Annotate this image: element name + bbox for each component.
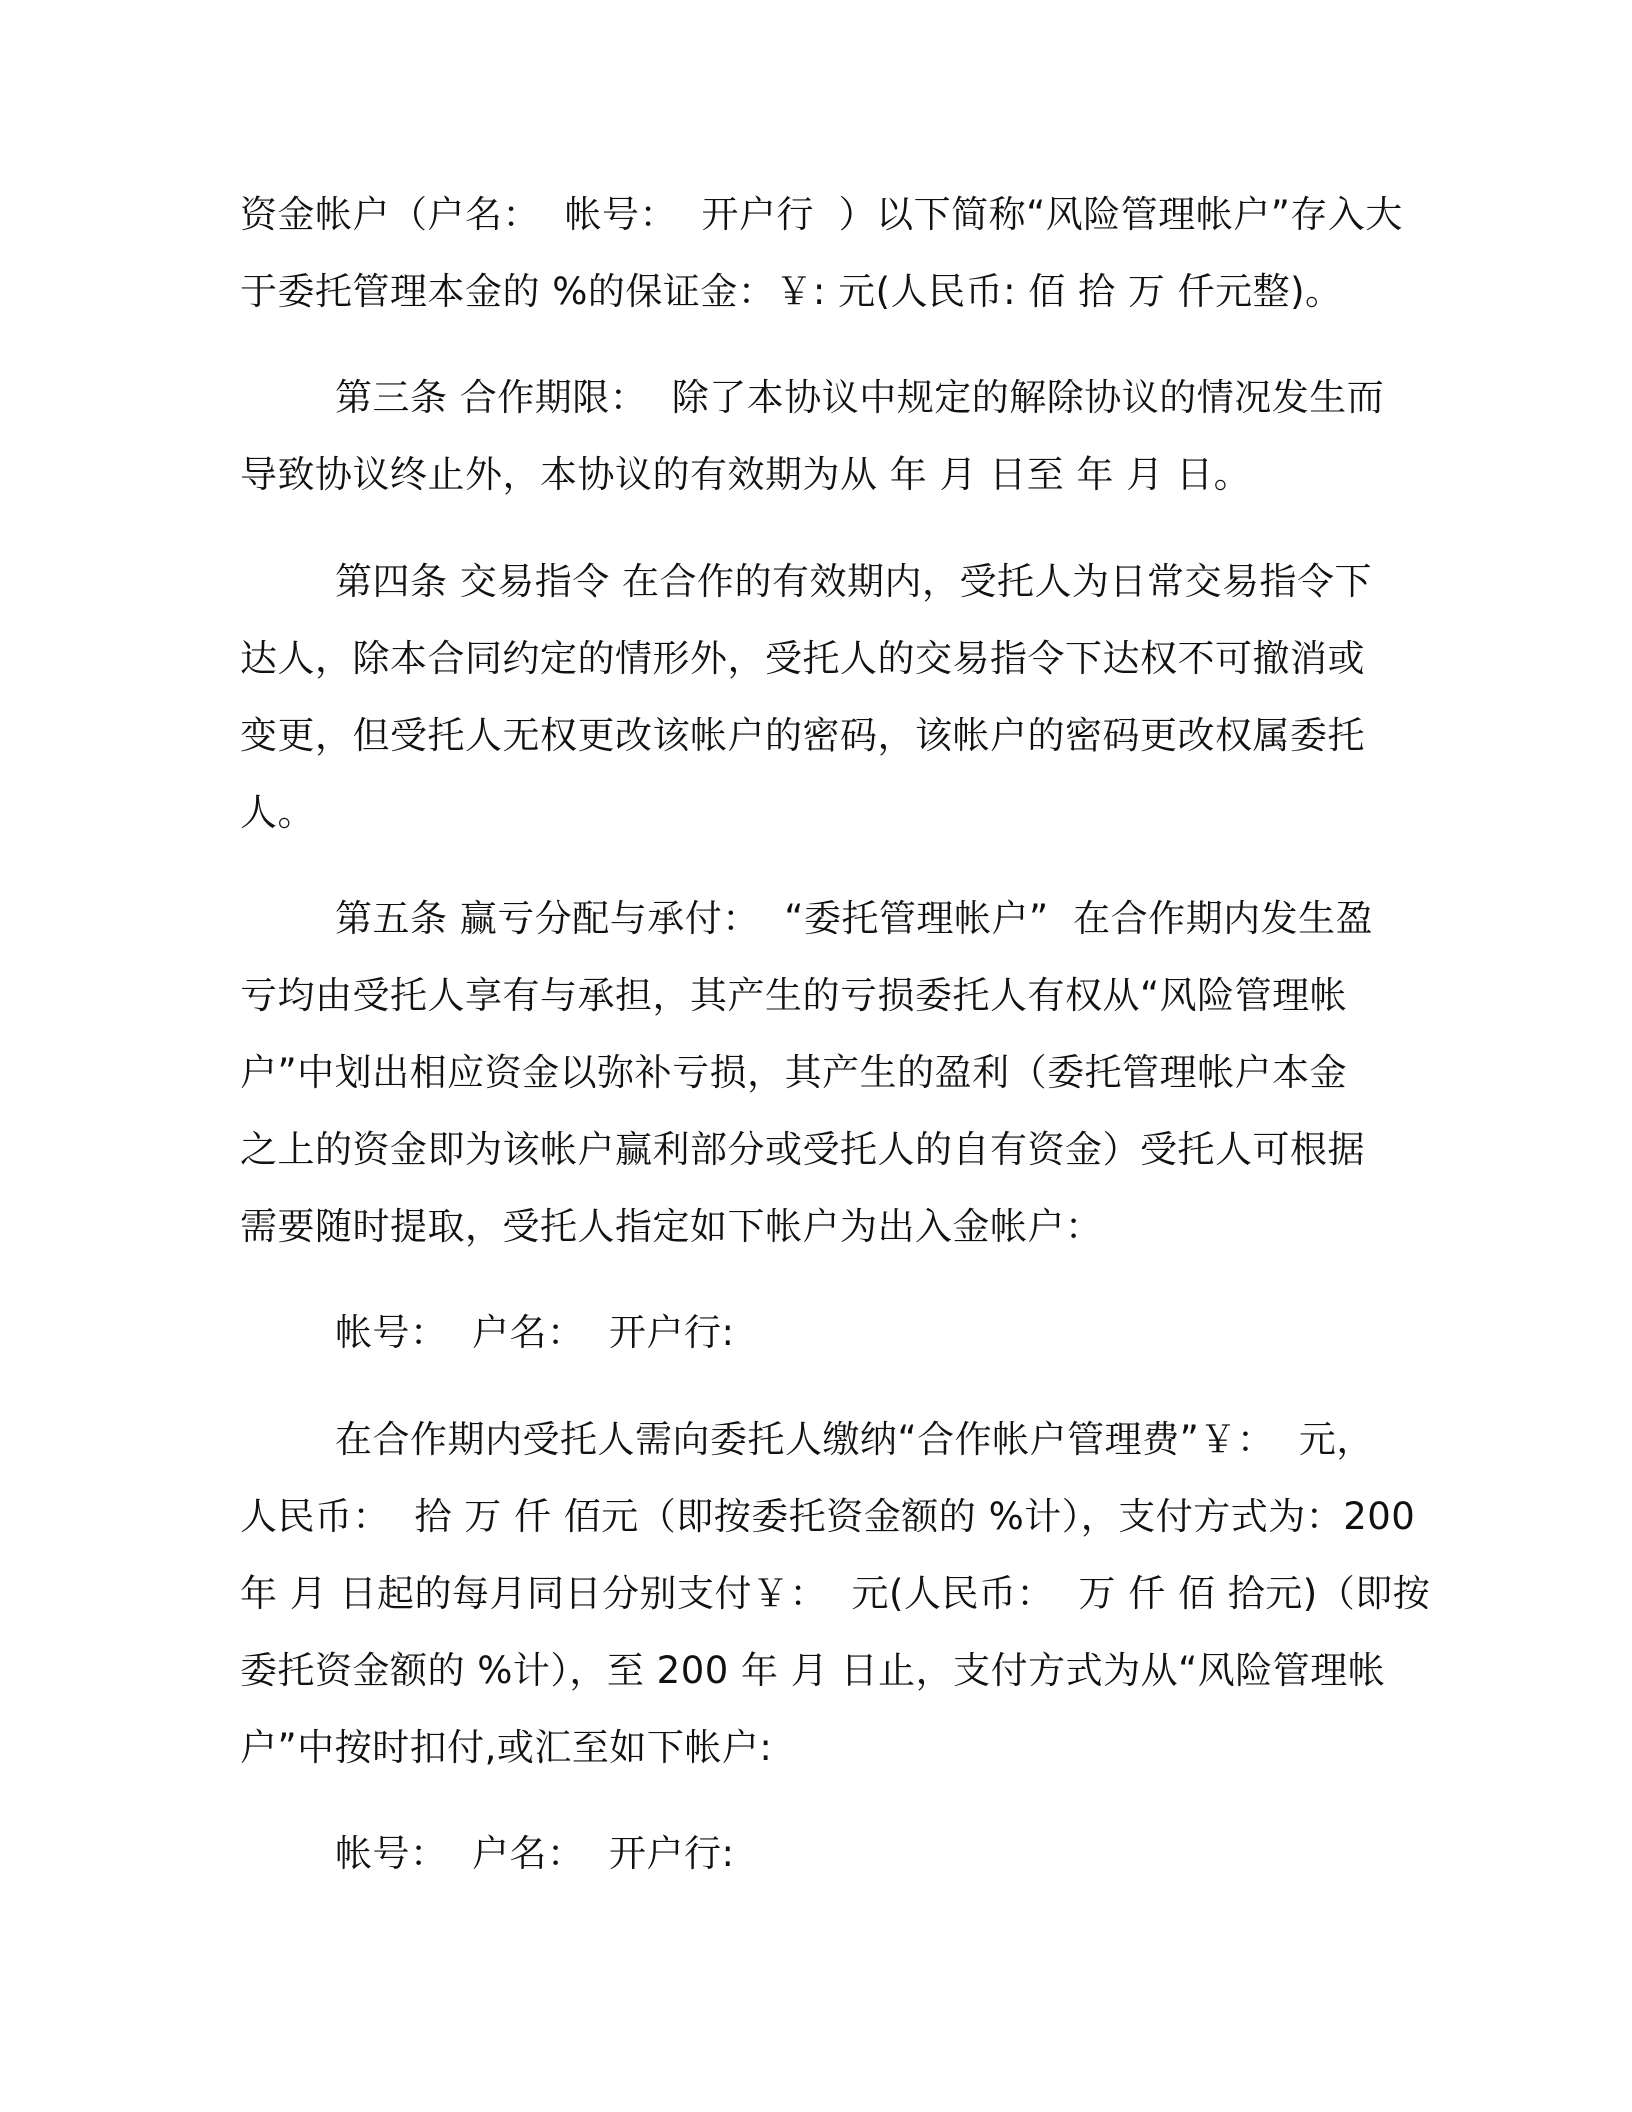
article-4-line-1: 第四条 交易指令 在合作的有效期内，受托人为日常交易指令下: [335, 560, 1373, 603]
article-5-line-5: 需要随时提取，受托人指定如下帐户为出入金帐户：: [240, 1205, 1103, 1248]
article-3-line-1: 第三条 合作期限： 除了本协议中规定的解除协议的情况发生而: [335, 376, 1385, 419]
management-fee-line-5: 户”中按时扣付,或汇至如下帐户:: [240, 1726, 773, 1769]
article-4-line-4: 人。: [240, 791, 315, 834]
article-3-line-2: 导致协议终止外，本协议的有效期为从 年 月 日至 年 月 日。: [240, 453, 1252, 496]
article-5-line-2: 亏均由受托人享有与承担，其产生的亏损委托人有权从“风险管理帐: [240, 974, 1348, 1017]
management-fee-line-1: 在合作期内受托人需向委托人缴纳“合作帐户管理费”￥： 元，: [335, 1418, 1374, 1461]
account-info-line-1: 帐号： 户名： 开户行:: [335, 1311, 735, 1354]
account-info-line-2: 帐号： 户名： 开户行:: [335, 1832, 735, 1875]
paragraph-1-line-1: 资金帐户（户名： 帐号： 开户行 ）以下简称“风险管理帐户”存入大: [240, 193, 1403, 236]
paragraph-1-line-2: 于委托管理本金的 %的保证金：￥: 元(人民币: 佰 拾 万 仟元整)。: [240, 270, 1343, 313]
management-fee-line-4: 委托资金额的 %计），至 200 年 月 日止，支付方式为从“风险管理帐: [240, 1649, 1386, 1692]
management-fee-line-2: 人民币： 拾 万 仟 佰元（即按委托资金额的 %计），支付方式为：200: [240, 1495, 1416, 1538]
article-5-line-3: 户”中划出相应资金以弥补亏损，其产生的盈利（委托管理帐户本金: [240, 1051, 1348, 1094]
management-fee-line-3: 年 月 日起的每月同日分别支付￥： 元(人民币： 万 仟 佰 拾元)（即按: [240, 1572, 1431, 1615]
article-5-line-1: 第五条 赢亏分配与承付： “委托管理帐户” 在合作期内发生盈: [335, 897, 1374, 940]
article-4-line-3: 变更，但受托人无权更改该帐户的密码，该帐户的密码更改权属委托: [240, 714, 1365, 757]
article-4-line-2: 达人，除本合同约定的情形外，受托人的交易指令下达权不可撤消或: [240, 637, 1365, 680]
article-5-line-4: 之上的资金即为该帐户赢利部分或受托人的自有资金）受托人可根据: [240, 1128, 1365, 1171]
